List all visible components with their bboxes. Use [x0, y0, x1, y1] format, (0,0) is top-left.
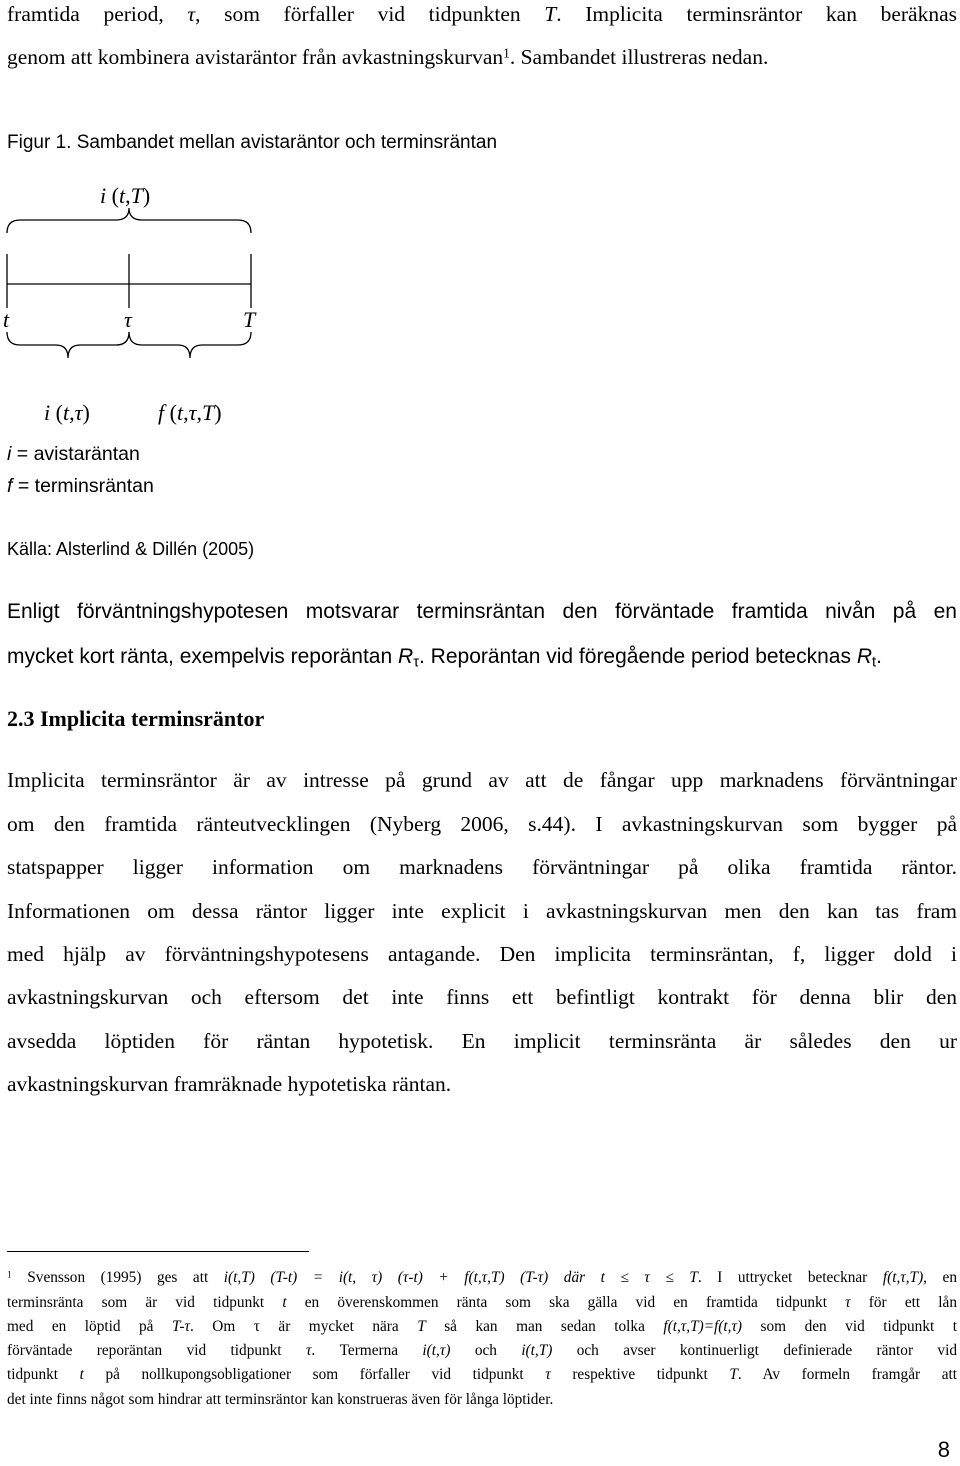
text: ,: [125, 183, 131, 208]
text: . Om τ är mycket nära: [189, 1318, 418, 1335]
para2-line-4: Informationen om dessa räntor ligger inte explicit i avkastningskurvan men den kan tas fram: [7, 899, 957, 923]
legend-f: [7, 472, 957, 500]
intro-line-2: [7, 43, 957, 71]
text: för ett lån: [850, 1294, 957, 1311]
footnote-line-5: [7, 1364, 957, 1386]
subscript: t: [871, 654, 877, 671]
var: t: [176, 400, 184, 425]
intro-line-1: [7, 0, 957, 28]
text: ,: [196, 400, 202, 425]
var: f(t,τ,T): [882, 1269, 924, 1286]
footnote-line-2: [7, 1292, 957, 1314]
para2-line-2: om den framtida ränteutvecklingen (Nyberg 2006, s.44). I avkastningskurvan som bygger på: [7, 812, 957, 836]
page-number: 8: [937, 1437, 950, 1462]
footnote-separator: [7, 1251, 309, 1252]
timeline-diagram: [0, 150, 300, 370]
var: i: [44, 400, 51, 425]
var: f: [7, 475, 13, 497]
var: τ: [545, 1366, 551, 1383]
var: t: [118, 183, 126, 208]
text: .: [876, 645, 882, 668]
para2-line-8: avkastningskurvan framräknade hypotetiska räntan.: [7, 1072, 452, 1096]
text: (: [164, 400, 177, 425]
text: och avser kontinuerligt definierade räntor vid: [552, 1342, 957, 1359]
text: med en löptid på: [7, 1318, 172, 1335]
text: . Implicita terminsräntor kan beräknas: [556, 2, 957, 26]
text: . I uttrycket betecknar: [697, 1269, 883, 1286]
para1-line-1: Enligt förväntningshypotesen motsvarar terminsräntan den förväntade framtida nivån på en: [7, 600, 957, 623]
text: förväntade reporäntan vid tidpunkt: [7, 1342, 306, 1359]
var: T: [201, 400, 215, 425]
var: i(t,T): [521, 1342, 553, 1359]
text: . Av formeln framgår att: [737, 1366, 957, 1383]
axis-label-T: [243, 306, 255, 334]
text: . Termerna: [311, 1342, 423, 1359]
var: f: [158, 400, 165, 425]
text: Svensson (1995) ges att: [11, 1269, 224, 1286]
var: T: [243, 307, 256, 332]
text: . Sambandet illustreras nedan.: [509, 45, 769, 69]
text: så kan man sedan tolka: [425, 1318, 664, 1335]
footnote-line-6: det inte finns något som hindrar att terminsräntor kan konstrueras även för långa löptider.: [7, 1391, 554, 1408]
axis-label-tau: [124, 306, 132, 334]
text: ,: [69, 400, 75, 425]
footnote-line-3: [7, 1316, 957, 1338]
figure-source: Källa: Alsterlind & Dillén (2005): [7, 539, 255, 559]
var: t: [3, 307, 10, 332]
text: respektive tidpunkt: [550, 1366, 730, 1383]
var: i: [7, 443, 12, 465]
var: t: [79, 1366, 84, 1383]
text: mycket kort ränta, exempelvis reporäntan: [7, 645, 399, 668]
brace-t-tau: [7, 332, 129, 358]
text: , en: [923, 1269, 957, 1286]
text: terminsränta som är vid tidpunkt: [7, 1294, 283, 1311]
formula: i(t,T) (T-t) = i(t, τ) (τ-t) + f(t,τ,T) (T-τ) där t ≤ τ ≤ T: [223, 1269, 698, 1286]
brace-tau-T: [129, 332, 251, 358]
subscript: τ: [413, 654, 419, 671]
axis-label-t: [3, 306, 9, 334]
text: = terminsräntan: [12, 475, 154, 497]
legend-i: [7, 440, 957, 468]
text: ): [142, 183, 151, 208]
text: som den vid tidpunkt t: [742, 1318, 957, 1335]
text: en överenskommen ränta som ska gälla vid en framtida tidpunkt: [286, 1294, 846, 1311]
text: = avistaräntan: [11, 443, 140, 465]
var: t: [282, 1294, 287, 1311]
var: T: [130, 183, 143, 208]
text: (: [50, 400, 63, 425]
para2-line-6: avkastningskurvan och eftersom det inte finns ett befintligt kontrakt för denna blir den: [7, 985, 957, 1009]
var: f(t,τ,T)=f(t,τ): [663, 1318, 743, 1335]
tau-symbol: τ: [187, 2, 196, 26]
var: T: [417, 1318, 426, 1335]
var: R: [398, 645, 414, 668]
T-symbol: T: [544, 2, 557, 26]
var: t: [62, 400, 70, 425]
text: ,: [183, 400, 189, 425]
label-i-t-tau: [44, 399, 90, 427]
text: genom att kombinera avistaräntor från avkastningskurvan: [7, 45, 504, 69]
var: T: [729, 1366, 738, 1383]
var: i: [100, 183, 107, 208]
text: tidpunkt: [7, 1366, 80, 1383]
para2-line-7: avsedda löptiden för räntan hypotetisk. En implicit terminsränta är således den ur: [7, 1029, 957, 1053]
section-heading: 2.3 Implicita terminsräntor: [7, 706, 265, 731]
text: ): [214, 400, 222, 425]
var: T-τ: [171, 1318, 190, 1335]
text: , som förfaller vid tidpunkten: [195, 2, 545, 26]
var: τ: [188, 400, 197, 425]
para2-line-3: statspapper ligger information om marknadens förväntningar på olika framtida räntor.: [7, 855, 957, 879]
label-f-t-tau-T: [158, 399, 222, 427]
var: τ: [305, 1342, 312, 1359]
var: τ: [124, 307, 132, 332]
para1-line-2: [7, 643, 957, 671]
text: ): [82, 400, 90, 425]
text: (: [106, 183, 119, 208]
var: R: [856, 645, 872, 668]
var: τ: [74, 400, 83, 425]
footnote-line-1: [7, 1267, 957, 1289]
para2-line-1: Implicita terminsräntor är av intresse på grund av att de fångar upp marknadens förväntningar: [7, 768, 957, 792]
text: . Reporäntan vid föregående period betecknas: [419, 645, 857, 668]
footnote-line-4: [7, 1340, 957, 1362]
top-brace: [7, 208, 251, 233]
figure-caption: Figur 1. Sambandet mellan avistaräntor och terminsräntan: [7, 132, 498, 153]
text: på nollkupongsobligationer som förfaller vid tidpunkt: [83, 1366, 546, 1383]
text: och: [450, 1342, 522, 1359]
footnote-ref[interactable]: 1: [503, 45, 510, 61]
var: τ: [845, 1294, 851, 1311]
var: i(t,τ): [422, 1342, 451, 1359]
para2-line-5: med hjälp av förväntningshypotesens antagande. Den implicita terminsräntan, f, ligger dold i: [7, 942, 957, 966]
text: framtida period,: [7, 2, 188, 26]
footnote-number: 1: [7, 1270, 12, 1281]
